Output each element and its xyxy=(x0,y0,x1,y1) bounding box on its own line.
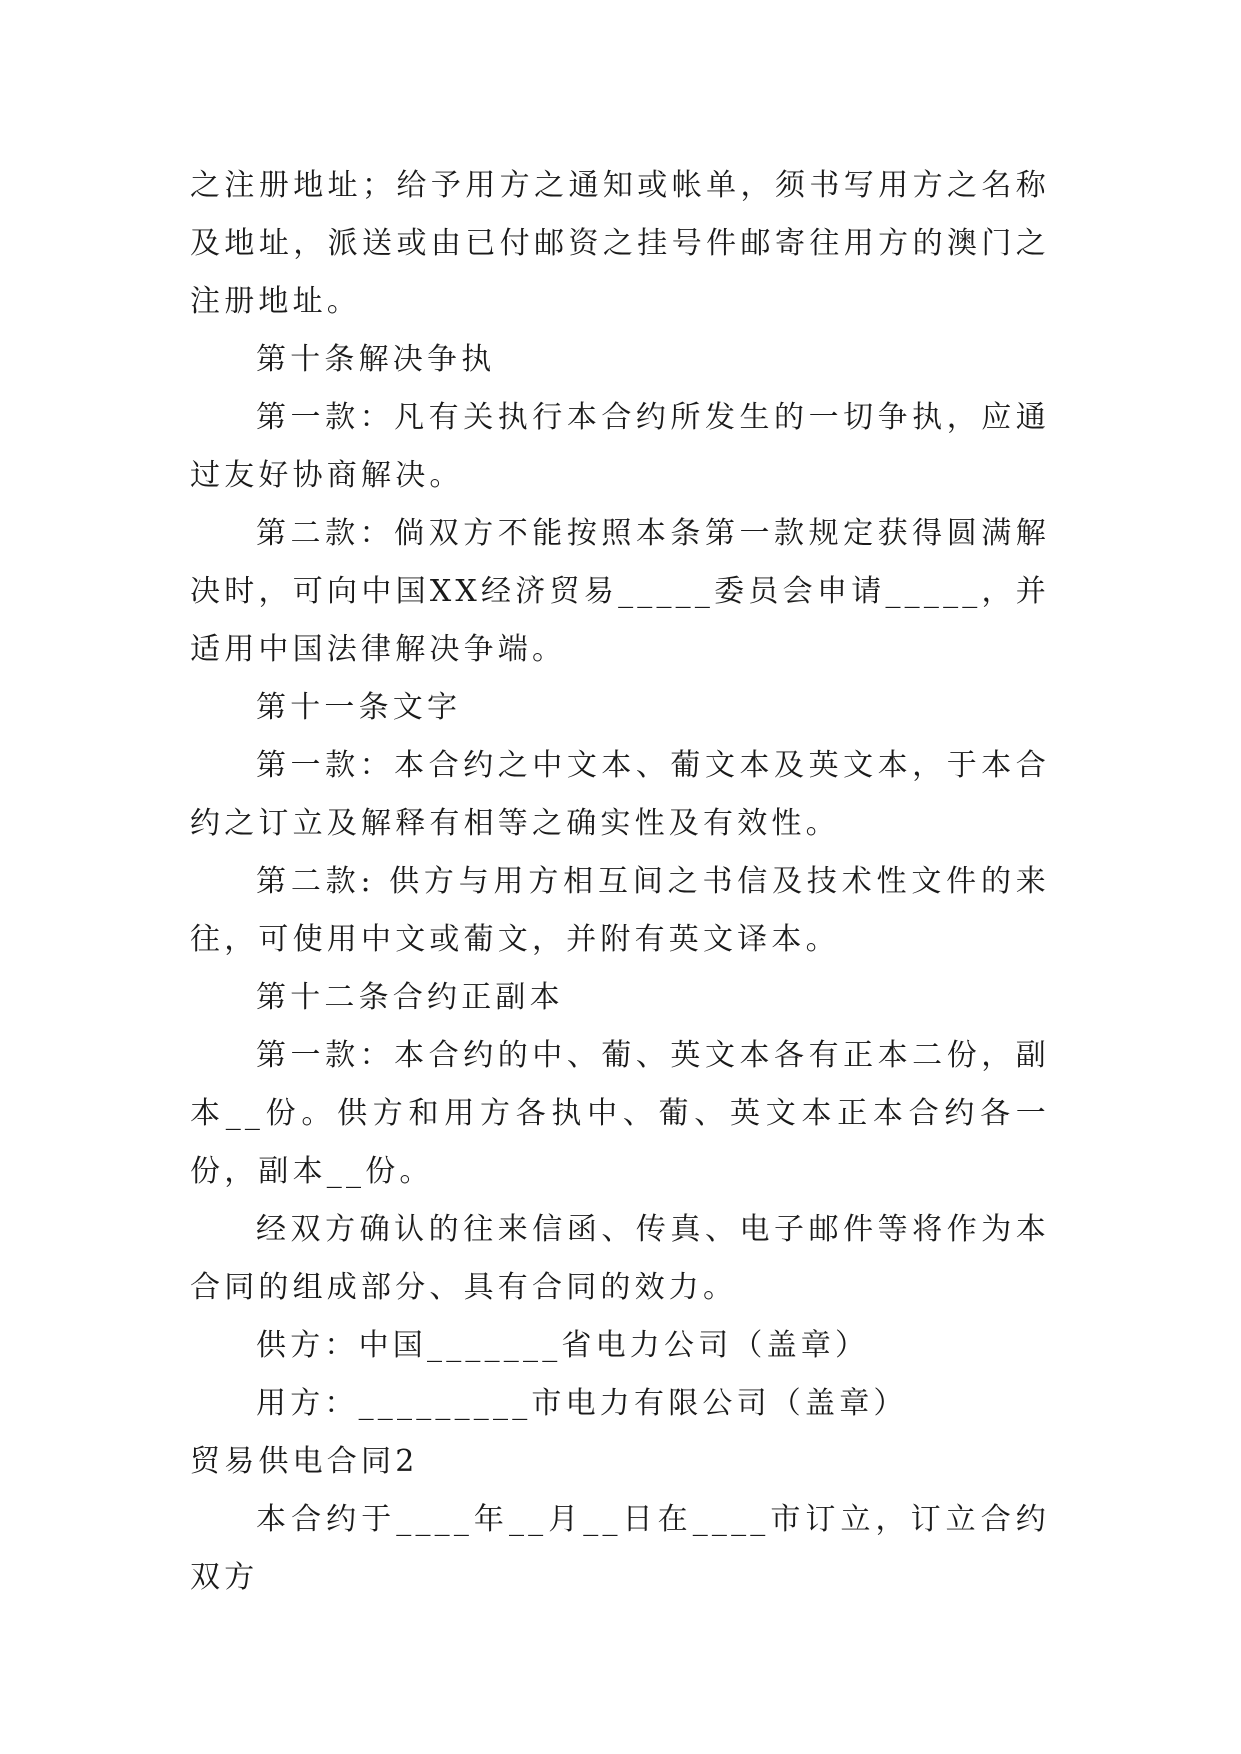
clause-11-1: 第一款：本合约之中文本、葡文本及英文本，于本合约之订立及解释有相等之确实性及有效性。 xyxy=(190,748,1050,841)
paragraph-notice-address: 之注册地址；给予用方之通知或帐单，须书写用方之名称及地址，派送或由已付邮资之挂号件邮寄往用方的澳门之注册地址。 xyxy=(190,168,1050,319)
clause-10-1: 第一款：凡有关执行本合约所发生的一切争执，应通过友好协商解决。 xyxy=(190,400,1050,493)
clause-11-2: 第二款: 供方与用方相互间之书信及技术性文件的来往，可使用中文或葡文，并附有英文译本。 xyxy=(190,864,1050,957)
contract-title-2: 贸易供电合同2 xyxy=(190,1444,419,1479)
clause-10-2: 第二款：倘双方不能按照本条第一款规定获得圆满解决时，可向中国XX经济贸易_____委员会申请_____，并适用中国法律解决争端。 xyxy=(190,516,1050,667)
contract-2-opening: 本合约于____年__月__日在____市订立，订立合约双方 xyxy=(190,1502,1050,1595)
heading-article-11: 第十一条文字 xyxy=(256,690,462,725)
signature-user: 用方：_________市电力有限公司（盖章） xyxy=(256,1386,908,1421)
heading-article-12: 第十二条合约正副本 xyxy=(256,980,564,1015)
heading-article-10: 第十条解决争执 xyxy=(256,342,496,377)
clause-confirmation: 经双方确认的往来信函、传真、电子邮件等将作为本合同的组成部分、具有合同的效力。 xyxy=(190,1212,1050,1305)
signature-supplier: 供方：中国_______省电力公司（盖章） xyxy=(256,1328,870,1363)
document-body xyxy=(190,157,1050,1607)
clause-12-1: 第一款：本合约的中、葡、英文本各有正本二份，副本__份。供方和用方各执中、葡、英文本正本合约各一份，副本__份。 xyxy=(190,1038,1050,1189)
